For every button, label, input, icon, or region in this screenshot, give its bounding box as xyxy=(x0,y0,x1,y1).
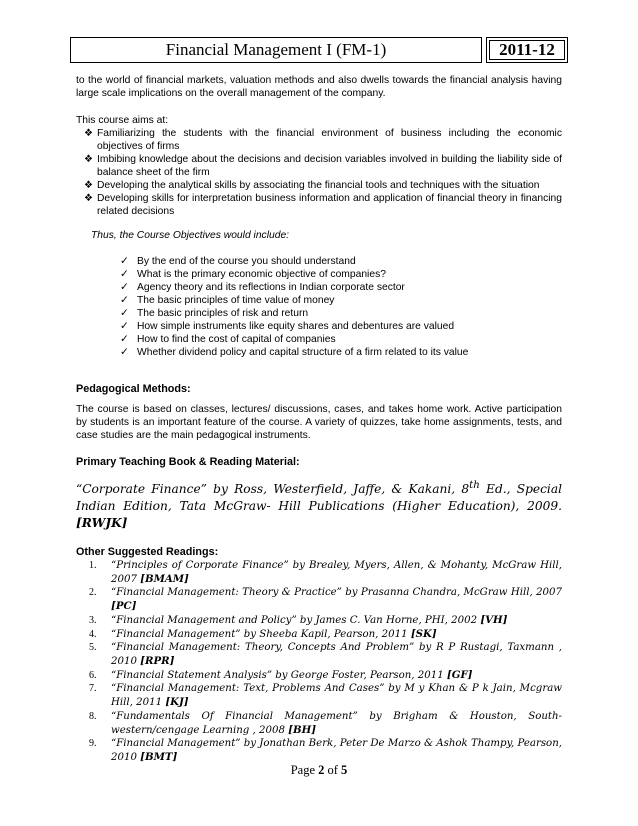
check-icon: ✓ xyxy=(120,269,129,280)
list-item: 3. “Financial Management and Policy” by James C. Van Horne, PHI, 2002 [VH] xyxy=(89,613,508,626)
pedagogy-heading: Pedagogical Methods: xyxy=(76,383,191,395)
list-item: 7. “Financial Management: Text, Problems And Cases” by M y Khan & P k Jain, Mcgraw Hill, 2011 [KJ] xyxy=(89,683,562,709)
list-item: 2. “Financial Management: Theory & Practice” by Prasanna Chandra, McGraw Hill, 2007 [PC] xyxy=(89,587,562,613)
check-icon: ✓ xyxy=(120,282,129,293)
list-item: 4. “Financial Management” by Sheeba Kapil, Pearson, 2011 [SK] xyxy=(89,627,437,640)
list-item: ❖ Familiarizing the students with the financial environment of business including the economic objectives of firms xyxy=(84,128,562,152)
diamond-bullet-icon: ❖ xyxy=(84,193,93,204)
aims-list xyxy=(76,127,562,218)
list-item: ✓ How to find the cost of capital of companies xyxy=(120,334,336,345)
list-item: ✓ The basic principles of time value of money xyxy=(120,295,335,306)
list-item: ❖ Developing skills for interpretation business information and application of financial theory in financing related decisions xyxy=(84,193,562,217)
list-item: ✓ The basic principles of risk and return xyxy=(120,308,309,319)
list-item: 1. “Principles of Corporate Finance” by Brealey, Myers, Allen, & Mohanty, McGraw Hill, 2007 [BMAM] xyxy=(89,560,562,585)
page-header xyxy=(70,37,568,63)
list-item: ❖ Developing the analytical skills by associating the financial tools and techniques with the situation xyxy=(84,180,540,191)
primary-book: “Corporate Finance” by Ross, Westerfield, Jaffe, & Kakani, 8th Ed., Special Indian Edition, Tata McGraw- Hill Publications (Higher Education), 2009. [RWJK] xyxy=(76,480,562,531)
list-item: 5. “Financial Management: Theory, Concepts And Problem” by R P Rustagi, Taxmann , 2010 [RPR] xyxy=(89,642,562,667)
list-item: ✓ Whether dividend policy and capital structure of a firm related to its value xyxy=(120,347,469,358)
objectives-lead: Thus, the Course Objectives would include: xyxy=(91,230,290,241)
list-item: ✓ What is the primary economic objective of companies? xyxy=(120,269,386,280)
check-icon: ✓ xyxy=(120,295,129,306)
diamond-bullet-icon: ❖ xyxy=(84,154,93,165)
header-title: Financial Management I (FM-1) xyxy=(70,37,482,63)
check-icon: ✓ xyxy=(120,334,129,345)
list-item: ✓ Agency theory and its reflections in Indian corporate sector xyxy=(120,282,405,293)
list-item: 6. “Financial Statement Analysis” by George Foster, Pearson, 2011 [GF] xyxy=(89,668,473,681)
page-content xyxy=(76,74,562,765)
list-item: ✓ How simple instruments like equity shares and debentures are valued xyxy=(120,321,455,332)
check-icon: ✓ xyxy=(120,347,129,358)
intro-paragraph: to the world of financial markets, valuation methods and also dwells towards the financial analysis having large scale implications on the overall management of the company. xyxy=(76,75,562,99)
aims-lead: This course aims at: xyxy=(76,115,169,126)
check-icon: ✓ xyxy=(120,256,129,267)
readings-list xyxy=(76,559,562,765)
check-icon: ✓ xyxy=(120,321,129,332)
list-item: ❖ Imbibing knowledge about the decisions and decision variables involved in building the liability side of balance sheet of the firm xyxy=(84,154,562,178)
page-footer: Page 2 of 5 xyxy=(290,763,348,777)
diamond-bullet-icon: ❖ xyxy=(84,180,93,191)
list-item: 8. “Fundamentals Of Financial Management” by Brigham & Houston, South-western/cengage Learning , 2008 [BH] xyxy=(89,710,562,736)
primary-heading: Primary Teaching Book & Reading Material: xyxy=(76,456,300,468)
other-heading: Other Suggested Readings: xyxy=(76,546,219,559)
book-tag: [RWJK] xyxy=(76,516,128,531)
list-item: 9. “Financial Management” by Jonathan Berk, Peter De Marzo & Ashok Thampy, Pearson, 2010 [BMT] xyxy=(89,738,562,763)
page-number: 2 xyxy=(318,763,325,777)
check-icon: ✓ xyxy=(120,308,129,319)
diamond-bullet-icon: ❖ xyxy=(84,128,93,139)
header-year: 2011-12 xyxy=(486,37,568,63)
list-item: ✓ By the end of the course you should understand xyxy=(120,256,356,267)
objectives-list xyxy=(76,255,562,359)
pedagogy-paragraph: The course is based on classes, lectures/ discussions, cases, and takes home work. Active participation by students is an important feature of the course. A variety of quizzes, take home assignments, tests, and case studies are the main pedagogical instruments. xyxy=(76,404,562,441)
page-total: 5 xyxy=(341,763,348,777)
